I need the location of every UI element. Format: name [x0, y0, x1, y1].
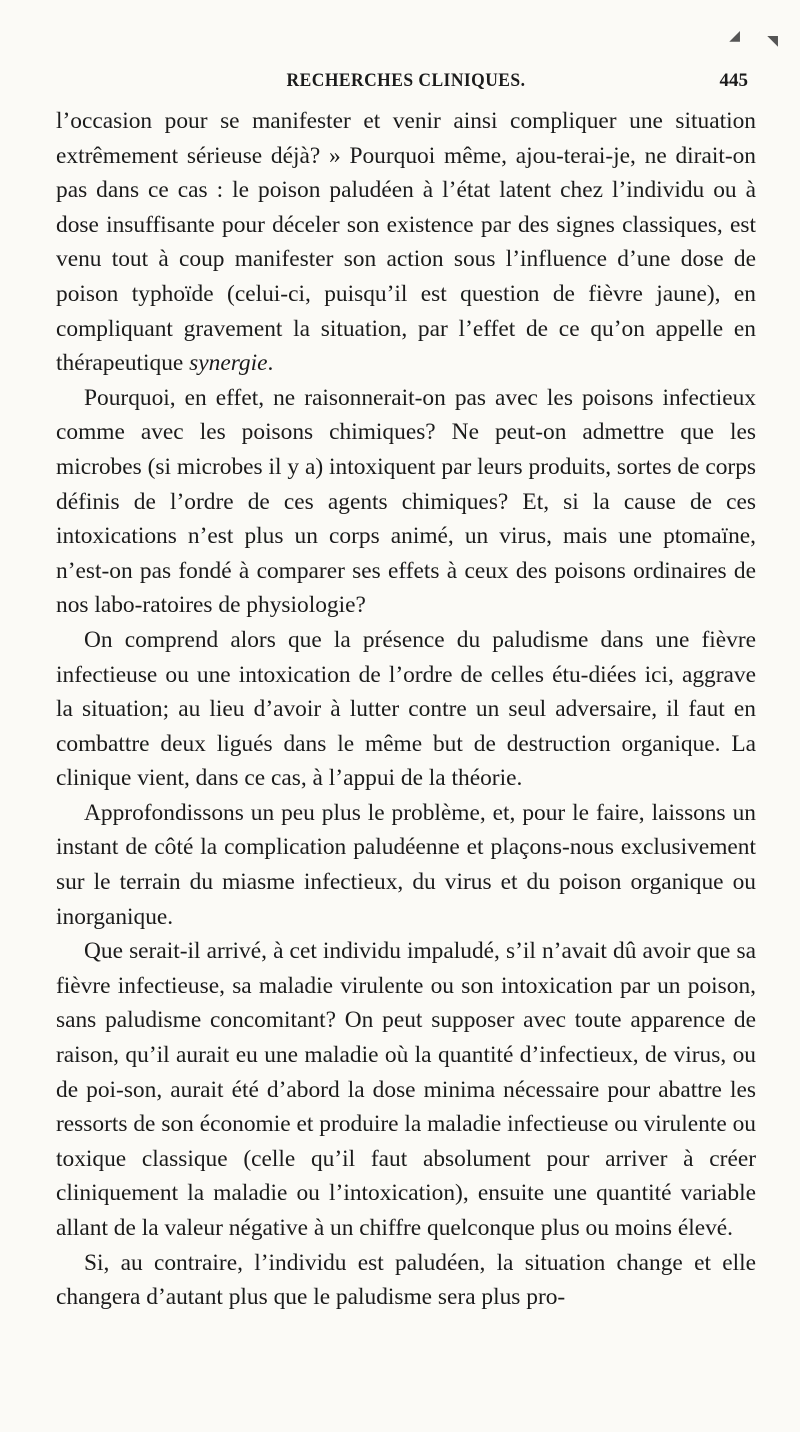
paragraph: Pourquoi, en effet, ne raisonnerait-on pas avec les poisons infectieux comme avec les poisons chimiques? Ne peut-on admettre que les microbes (si microbes il y a) intoxiquent par leurs produits, sortes de corps définis de l’ordre de ces agents chimiques? Et, si la cause de ces intoxications n’est plus un corps animé, un virus, mais une ptomaïne, n’est-on pas fondé à comparer ses effets à ceux des poisons ordinaires de nos labo-ratoires de physiologie?	[56, 384, 756, 619]
paragraph: Approfondissons un peu plus le problème, et, pour le faire, laissons un instant de côté la complication paludéenne et plaçons-nous exclusivement sur le terrain du miasme infectieux, du virus et du poison organique ou inorganique.	[56, 799, 756, 930]
running-head: RECHERCHES CLINIQUES.	[286, 70, 526, 91]
italic-term: synergie	[189, 350, 268, 377]
corner-mark-icon: ◥	[767, 34, 778, 49]
page-body	[56, 104, 756, 1315]
paragraph	[56, 104, 756, 381]
paragraph-text: l’occasion pour se manifester et venir ainsi compliquer une situation extrêmement sérieuse déjà? » Pourquoi même, ajou-terai-je, ne dirait-on pas dans ce cas : le poison paludéen à l’état latent chez l’individu ou à dose insuffisante pour déceler son existence par des signes classiques, est venu tout à coup manifester son action sous l’influence d’une dose de poison typhoïde (celui-ci, puisqu’il est question de fièvre jaune), en compliquant gravement la situation, par l’effet de ce qu’on appelle en thérapeutique	[56, 108, 756, 377]
paragraph: Si, au contraire, l’individu est paludéen, la situation change et elle changera d’autant plus que le paludisme sera plus pro-	[56, 1249, 756, 1311]
page-header	[56, 70, 756, 100]
corner-mark-icon: ◢	[729, 29, 740, 44]
paragraph-tail: .	[267, 350, 274, 377]
page-number: 445	[719, 70, 748, 91]
paragraph: On comprend alors que la présence du paludisme dans une fièvre infectieuse ou une intoxication de l’ordre de celles étu-diées ici, aggrave la situation; au lieu d’avoir à lutter contre un seul adversaire, il faut en combattre deux ligués dans le même but de destruction organique. La clinique vient, dans ce cas, à l’appui de la théorie.	[56, 626, 756, 792]
paragraph: Que serait-il arrivé, à cet individu impaludé, s’il n’avait dû avoir que sa fièvre infectieuse, sa maladie virulente ou son intoxication par un poison, sans paludisme concomitant? On peut supposer avec toute apparence de raison, qu’il aurait eu une maladie où la quantité d’infectieux, de virus, ou de poi-son, aurait été d’abord la dose minima nécessaire pour abattre les ressorts de son économie et produire la maladie infectieuse ou virulente ou toxique classique (celle qu’il faut absolument pour arriver à créer cliniquement la maladie ou l’intoxication), ensuite une quantité variable allant de la valeur négative à un chiffre quelconque plus ou moins élevé.	[56, 938, 756, 1241]
